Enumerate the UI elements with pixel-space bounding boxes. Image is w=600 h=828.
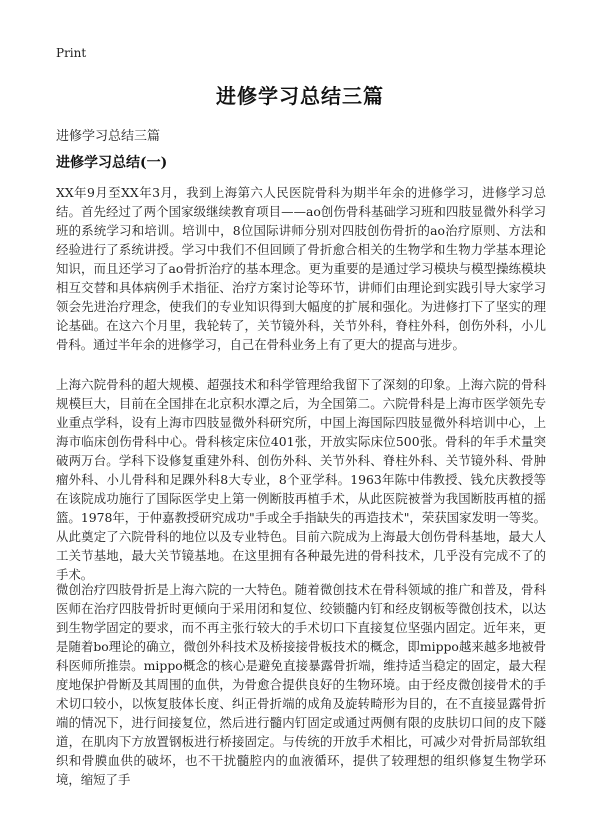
section-heading: 进修学习总结(一) — [56, 155, 168, 171]
paragraph-1: XX年9月至XX年3月，我到上海第六人民医院骨科为期半年余的进修学习，进修学习总结。首先经过了两个国家级继续教育项目——ao创伤骨科基础学习班和四肢显微外科学习班的系统学习和培训。培训中，8位国际讲师分别对四肢创伤骨折的ao治疗原则、方法和经验进行了系统讲授。学习中我们不但回顾了骨折愈合相关的生物学和生物力学基本理论知识，而且还学习了ao骨折治疗的基本理念。更为重要的是通过学习模块与模型操练模块相互交替和具体病例手术指征、治疗方案讨论等环节，讲师们由理论到实践引导大家学习领会先进治疗理念，使我们的专业知识得到大幅度的扩展和强化。为进修打下了坚实的理论基础。在这六个月里，我轮转了，关节镜外科，关节外科，脊柱外科，创伤外科，小儿骨科。通过半年余的进修学习，自己在骨科业务上有了更大的提高与进步。 — [56, 185, 546, 352]
paragraph-3: 微创治疗四肢骨折是上海六院的一大特色。随着微创技术在骨科领域的推广和普及，骨科医师在治疗四肢骨折时更倾向于采用闭和复位、绞锁髓内钉和经皮钢板等微创技术，以达到生物学固定的要求，而不再主张行较大的手术切口下直接复位坚强内固定。近年来，更是随着bo理论的确立，微创外科技术及桥接接骨板技术的概念，即mippo越来越多地被骨科医师所推崇。mippo概念的核心是避免直接暴露骨折端，维持适当稳定的固定，最大程度地保护骨断及其周围的血供，为骨愈合提供良好的生物环境。由于经皮微创接骨术的手术切口较小，以恢复肢体长度、纠正骨折端的成角及旋转畸形为目的，在不直接显露骨折端的情况下，进行间接复位，然后进行髓内钉固定或通过两侧有限的皮肤切口间的皮下隧道，在肌肉下方放置钢板进行桥接固定。与传统的开放手术相比，可减少对骨折局部软组织和骨膜血供的破坏，也不干扰髓腔内的血液循环，提供了较理想的组织修复生物学环境，缩短了手 — [56, 582, 546, 787]
document-title: 进修学习总结三篇 — [216, 84, 384, 108]
document-subtitle: 进修学习总结三篇 — [56, 129, 161, 144]
print-link[interactable]: Print — [56, 46, 87, 60]
paragraph-2: 上海六院骨科的超大规模、超强技术和科学管理给我留下了深刻的印象。上海六院的骨科规模巨大，目前在全国排在北京积水潭之后，为全国第二。六院骨科是上海市医学领先专业重点学科，设有上海市四肢显微外科研究所，中国上海国际四肢显微外科培训中心，上海市临床创伤骨科中心。骨科核定床位401张，开放实际床位500张。骨科的年手术量突破两万台。学科下设修复重建外科、创伤外科、关节外科、脊柱外科、关节镜外科、骨肿瘤外科、小儿骨科和足踝外科8大专业，8个亚学科。1963年陈中伟教授、钱允庆教授等在该院成功施行了国际医学史上第一例断肢再植手术，从此医院被誉为我国断肢再植的摇篮。1978年，于仲嘉教授研究成功"手或全手指缺失的再造技术"，荣获国家发明一等奖。从此奠定了六院骨科的地位以及专业特色。目前六院成为上海最大创伤骨科基地，最大人工关节基地，最大关节镜基地。在这里拥有各种最先进的骨科技术，几乎没有完成不了的手术。 — [56, 377, 546, 582]
